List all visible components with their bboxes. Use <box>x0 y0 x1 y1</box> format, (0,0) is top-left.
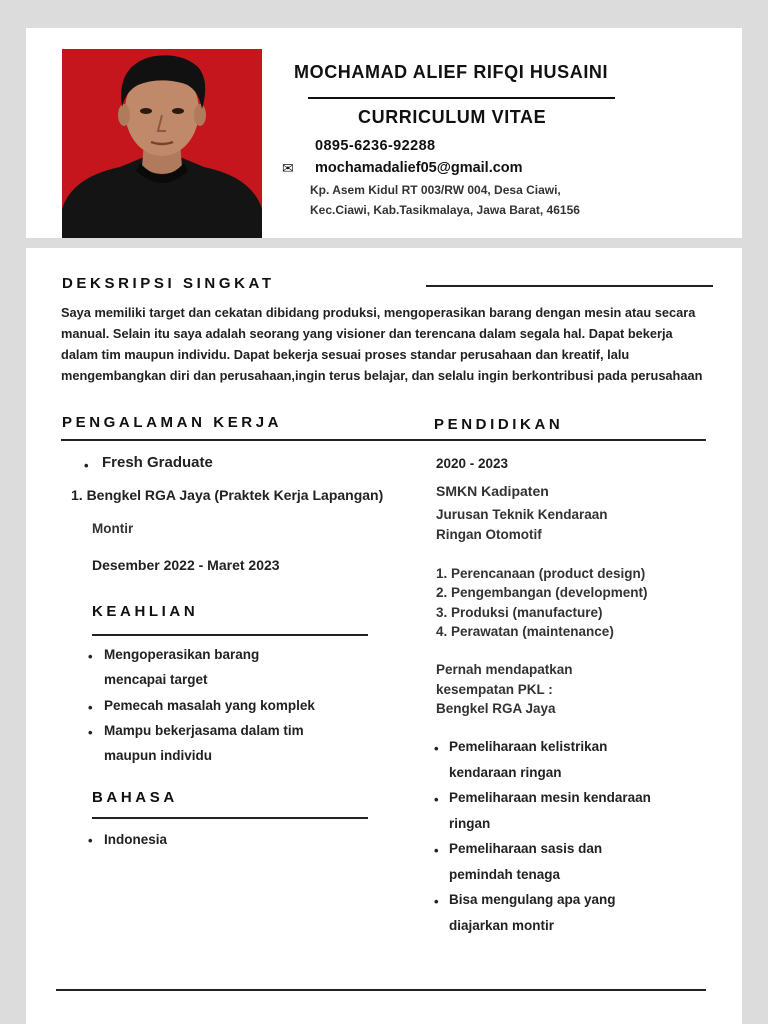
experience-period: Desember 2022 - Maret 2023 <box>92 557 280 573</box>
experience-job: 1. Bengkel RGA Jaya (Praktek Kerja Lapangan) <box>71 487 384 503</box>
education-point-1: 1. Perencanaan (product design) <box>436 566 646 581</box>
summary-heading: DEKSRIPSI SINGKAT <box>62 275 275 292</box>
profile-photo <box>62 49 262 238</box>
bullet-dot: • <box>434 843 439 858</box>
education-point-4: 4. Perawatan (maintenance) <box>436 624 614 639</box>
education-major-line-1: Jurusan Teknik Kendaraan <box>436 507 608 522</box>
experience-heading: PENGALAMAN KERJA <box>62 414 283 431</box>
education-point-2: 2. Pengembangan (development) <box>436 585 648 600</box>
bullet-dot: • <box>434 741 439 756</box>
pkl-line-2: kesempatan PKL : <box>436 682 553 697</box>
bullet-dot: • <box>434 894 439 909</box>
experience-role: Montir <box>92 521 134 536</box>
summary-text: Saya memiliki target dan cekatan dibidang produksi, mengoperasikan barang dengan mesin atau secara manual. Selain itu saya adalah seorang yang visioner dan terencana dalam segala hal. Dapat bekerja dalam tim maupun individu. Dapat bekerja sesuai proses standar perusahaan dan kreatif, lalu mengembangkan diri dan perusahaan,ingin terus belajar, dan selalu ingin berkontribusi pada perusahaan <box>61 305 703 383</box>
applicant-name: MOCHAMAD ALIEF RIFQI HUSAINI <box>294 62 609 82</box>
skill-3-line-2: maupun individu <box>104 748 212 763</box>
education-major-line-2: Ringan Otomotif <box>436 527 542 542</box>
content-card <box>26 248 742 1024</box>
header-divider <box>308 97 615 99</box>
education-point-3: 3. Produksi (manufacture) <box>436 605 603 620</box>
bullet-dot: • <box>88 700 93 715</box>
header-card <box>26 28 742 238</box>
address-line-2: Kec.Ciawi, Kab.Tasikmalaya, Jawa Barat, 46156 <box>310 203 580 217</box>
task-1-line-1: Pemeliharaan kelistrikan <box>449 739 608 754</box>
language-1: Indonesia <box>104 832 168 847</box>
section-divider <box>61 439 706 441</box>
pkl-line-1: Pernah mendapatkan <box>436 662 573 677</box>
phone-number: 0895-6236-92288 <box>315 138 436 154</box>
education-school: SMKN Kadipaten <box>436 483 549 499</box>
task-1-line-2: kendaraan ringan <box>449 765 562 780</box>
document-title: CURRICULUM VITAE <box>358 107 547 127</box>
skill-1-line-2: mencapai target <box>104 672 208 687</box>
bullet-dot: • <box>88 725 93 740</box>
task-4-line-1: Bisa mengulang apa yang <box>449 892 616 907</box>
skill-1-line-1: Mengoperasikan barang <box>104 647 260 662</box>
skill-2: Pemecah masalah yang komplek <box>104 698 315 713</box>
bullet-dot: • <box>88 649 93 664</box>
education-heading: PENDIDIKAN <box>434 416 564 433</box>
languages-divider <box>92 817 368 819</box>
bullet-dot: • <box>434 792 439 807</box>
task-3-line-2: pemindah tenaga <box>449 867 561 882</box>
pkl-line-3: Bengkel RGA Jaya <box>436 701 556 716</box>
footer-divider <box>56 989 706 991</box>
email-address: mochamadalief05@gmail.com <box>315 160 523 176</box>
person-photo-illustration <box>62 49 262 238</box>
address-line-1: Kp. Asem Kidul RT 003/RW 004, Desa Ciawi, <box>310 183 561 197</box>
skills-divider <box>92 634 368 636</box>
task-4-line-2: diajarkan montir <box>449 918 555 933</box>
task-2-line-1: Pemeliharaan mesin kendaraan <box>449 790 651 805</box>
languages-heading: BAHASA <box>92 789 178 806</box>
task-3-line-1: Pemeliharaan sasis dan <box>449 841 603 856</box>
experience-status: Fresh Graduate <box>102 454 213 471</box>
envelope-icon: ✉ <box>282 160 294 176</box>
bullet-dot: • <box>88 833 93 848</box>
task-2-line-2: ringan <box>449 816 491 831</box>
education-years: 2020 - 2023 <box>436 456 509 471</box>
skills-heading: KEAHLIAN <box>92 603 199 620</box>
skill-3-line-1: Mampu bekerjasama dalam tim <box>104 723 304 738</box>
summary-divider <box>426 285 713 287</box>
bullet-dot: • <box>84 458 89 473</box>
